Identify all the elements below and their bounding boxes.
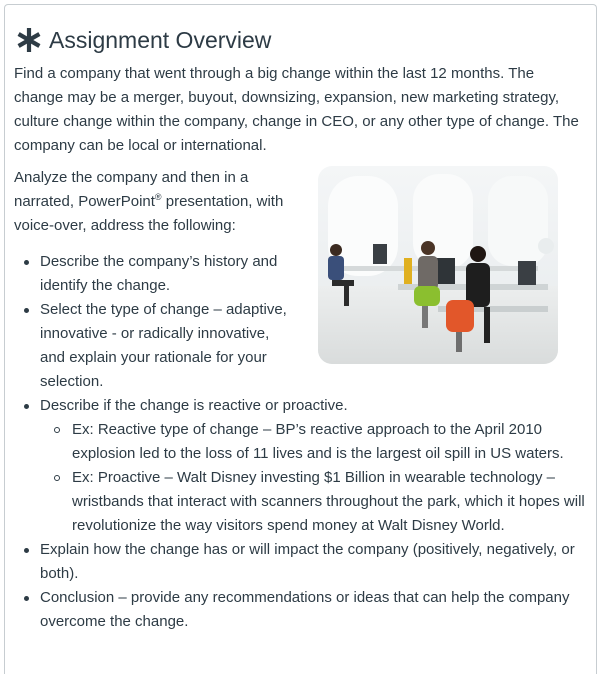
- intro-paragraph: Find a company that went through a big change within the last 12 months. The change may be a merger, buyout, downsizing, expansion, new marketing strategy, culture change within the company, change in CEO, or any other type of change. The company can be local or international.: [14, 65, 579, 154]
- analyze-paragraph: [14, 166, 304, 238]
- list-item: [14, 394, 586, 538]
- examples-list: [40, 418, 586, 538]
- section-title-text: Assignment Overview: [49, 26, 272, 53]
- list-item: Describe the company’s history and identify the change.: [14, 250, 290, 298]
- requirements-list: [14, 250, 586, 634]
- registered-mark: ®: [154, 192, 162, 202]
- sub-list-item: Ex: Proactive – Walt Disney investing $1 Billion in wearable technology – wristbands that interact with scanners throughout the park, which it hopes will revolutionize the way visitors spend money at Walt Disney World.: [40, 466, 586, 538]
- list-item: Select the type of change – adaptive, innovative - or radically innovative, and explain your rationale for your selection.: [14, 298, 290, 394]
- analyze-text-end: presentation, with voice-over, address the following:: [14, 193, 284, 234]
- list-item: Conclusion – provide any recommendations or ideas that can help the company overcome the change.: [14, 586, 586, 634]
- asterisk-icon: [15, 26, 43, 54]
- list-item-text: Describe if the change is reactive or proactive.: [40, 397, 348, 414]
- list-item: Explain how the change has or will impact the company (positively, negatively, or both).: [14, 538, 586, 586]
- section-title: [15, 22, 271, 58]
- sub-list-item: Ex: Reactive type of change – BP’s reactive approach to the April 2010 explosion led to the loss of 11 lives and is the largest oil spill in US waters.: [40, 418, 586, 466]
- analyze-text-start: Analyze the company and then in a narrated, PowerPoint: [14, 169, 249, 210]
